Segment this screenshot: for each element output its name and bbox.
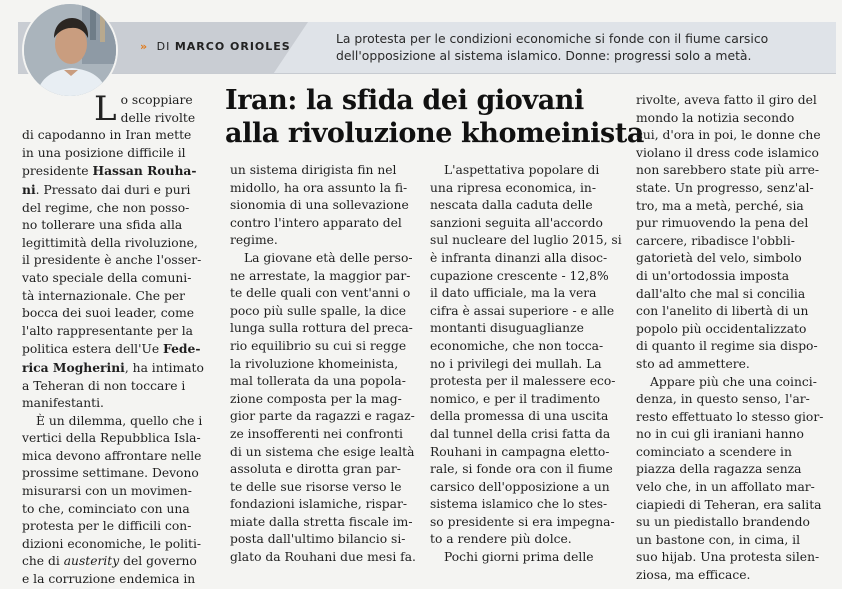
text-line: vato speciale della comuni-: [22, 270, 192, 285]
text-line: una ripresa economica, in-: [430, 180, 596, 195]
text-line: È un dilemma, quello che i: [36, 413, 203, 428]
article-column-1: [22, 89, 218, 589]
text-line: che di austerity del governo: [22, 554, 197, 569]
text-line: gatorietà del velo, simbolo: [636, 251, 802, 266]
text-line: suo hijab. Una protesta silen-: [636, 550, 820, 565]
text-line: no i privilegi dei mullah. La: [430, 356, 602, 371]
text-line: Pochi giorni prima delle: [444, 550, 594, 565]
text-line: rica Mogherini, ha intimato: [22, 359, 204, 375]
text-line: politica estera dell'Ue Fede-: [22, 341, 201, 357]
text-line: e la corruzione endemica in: [22, 572, 196, 587]
chevron-icon: »: [140, 40, 149, 53]
text-line: bocca dei suoi leader, come: [22, 306, 195, 321]
text-line: sistema islamico che lo stes-: [430, 497, 608, 512]
text-line: violano il dress code islamico: [636, 145, 819, 160]
text-line: un sistema dirigista fin nel: [230, 163, 397, 177]
text-line: nomico, e per il tradimento: [430, 391, 601, 406]
text-line: manifestanti.: [22, 396, 104, 411]
text-line: ze insofferenti nei confronti: [230, 426, 403, 441]
text-line: il presidente è anche l'osser-: [22, 253, 202, 268]
text-line: denza, in questo senso, l'ar-: [636, 392, 810, 407]
text-line: no tollerare una sfida alla: [22, 218, 183, 233]
text-line: posta dall'ultimo bilancio si-: [230, 532, 406, 547]
text-line: la rivoluzione khomeinista,: [230, 356, 399, 371]
text-line: sul nucleare del luglio 2015, si: [430, 233, 622, 248]
text-line: è infranta dinanzi alla disoc-: [430, 250, 608, 265]
article-column-2: [230, 162, 425, 567]
text-line: rale, si fonde ora con il fiume: [430, 462, 613, 477]
text-line: tro, ma a metà, perché, sia: [636, 198, 804, 213]
text-line: montanti disuguaglianze: [430, 321, 584, 336]
text-line: to a rendere più dolce.: [430, 532, 572, 547]
text-line: sto ad ammettere.: [636, 356, 750, 371]
text-line: mal tollerata da una popola-: [230, 374, 406, 389]
text-line: fondazioni islamiche, rispar-: [230, 497, 408, 512]
text-line: carsico dell'opposizione a un: [430, 479, 610, 494]
text-line: Appare più che una coinci-: [650, 374, 817, 389]
text-line: del regime, che non posso-: [22, 200, 190, 215]
text-line: vertici della Repubblica Isla-: [22, 431, 201, 446]
text-line: rio equilibrio su cui si regge: [230, 338, 407, 353]
text-line: velo che, in un affollato mar-: [636, 480, 815, 495]
text-line: cifra è assai superiore - e alle: [430, 303, 615, 318]
text-line: nescata dalla caduta delle: [430, 198, 593, 213]
article-header: [18, 22, 836, 74]
text-line: dall'alto che mal si concilia: [636, 286, 806, 301]
text-line: della promessa di una uscita: [430, 409, 609, 424]
text-line: dal tunnel della crisi fatta da: [430, 426, 611, 441]
text-line: di un sistema che esige lealtà: [230, 444, 415, 459]
text-line: zione composta per la mag-: [230, 391, 402, 406]
text-line: non sarebbero state più arre-: [636, 163, 820, 178]
text-line: carcere, ribadisce l'obbli-: [636, 233, 795, 248]
text-line: cominciato a scendere in: [636, 444, 792, 459]
text-line: ne arrestate, la maggior par-: [230, 268, 411, 283]
headline-line: alla rivoluzione khomeinista: [225, 118, 644, 149]
text-line: di capodanno in Iran mette: [22, 128, 192, 143]
text-line: mica devono affrontare nelle: [22, 448, 202, 463]
text-line: un bastone con, in cima, il: [636, 532, 800, 547]
text-line: lunga sulla rottura del preca-: [230, 321, 413, 336]
text-line: L'aspettativa popolare di: [444, 163, 600, 177]
text-line: regime.: [230, 233, 278, 248]
headline: [225, 84, 644, 150]
byline: [140, 40, 291, 53]
text-line: rivolte, aveva fatto il giro del: [636, 93, 817, 107]
text-line: assoluta e dirotta gran par-: [230, 462, 401, 477]
text-line: su un piedistallo brandendo: [636, 515, 810, 530]
text-line: o scoppiare: [120, 93, 193, 107]
text-line: no in cui gli iraniani hanno: [636, 427, 804, 442]
text-line: ziosa, ma efficace.: [636, 568, 751, 583]
text-line: con l'anelito di libertà di un: [636, 304, 809, 319]
text-line: di un'ortodossia imposta: [636, 268, 790, 283]
text-line: tà internazionale. Che per: [22, 288, 186, 303]
text-line: Rouhani in campagna eletto-: [430, 444, 610, 459]
text-line: economiche, che non tocca-: [430, 338, 604, 353]
text-line: in una posizione difficile il: [22, 145, 186, 160]
text-line: cupazione crescente - 12,8%: [430, 268, 609, 283]
headline-line: Iran: la sfida dei giovani: [225, 85, 584, 116]
text-line: di quanto il regime sia dispo-: [636, 339, 818, 354]
text-line: gior parte da ragazzi e ragaz-: [230, 409, 415, 424]
text-line: prossime settimane. Devono: [22, 466, 199, 481]
article-column-3: [430, 162, 626, 567]
text-line: popolo più occidentalizzato: [636, 321, 807, 336]
text-line: delle rivolte: [120, 110, 196, 125]
text-line: ni. Pressato dai duri e puri: [22, 181, 191, 197]
text-line: glato da Rouhani due mesi fa.: [230, 550, 416, 565]
text-line: poco più sulle spalle, la dice: [230, 303, 407, 318]
text-line: legittimità della rivoluzione,: [22, 235, 198, 250]
text-line: protesta per le difficili con-: [22, 519, 192, 534]
text-line: a Teheran di non toccare i: [22, 378, 186, 393]
byline-label: DI: [156, 40, 171, 53]
text-line: midollo, ha ora assunto la fi-: [230, 180, 408, 195]
dropcap: L: [94, 89, 117, 129]
text-line: resto effettuato lo stesso gior-: [636, 409, 824, 424]
text-line: te delle sue risorse verso le: [230, 479, 402, 494]
text-line: l'alto rappresentante per la: [22, 323, 193, 338]
text-line: La giovane età delle perso-: [244, 250, 413, 265]
text-line: il dato ufficiale, ma la vera: [430, 286, 597, 301]
text-line: dizioni economiche, le politi-: [22, 536, 202, 551]
text-line: state. Un progresso, senz'al-: [636, 180, 814, 195]
author-photo-icon: [24, 4, 118, 98]
text-line: presidente Hassan Rouha-: [22, 163, 197, 179]
text-line: mondo la notizia secondo: [636, 110, 795, 125]
text-line: sionomia di una sollevazione: [230, 198, 409, 213]
author-name: MARCO ORIOLES: [174, 40, 291, 53]
text-line: ciapiedi di Teheran, era salita: [636, 497, 822, 512]
article-column-4: [636, 92, 832, 585]
text-line: misurarsi con un movimen-: [22, 484, 192, 499]
text-line: so presidente si era impegna-: [430, 514, 615, 529]
article-summary: La protesta per le condizioni economiche si fonde con il fiume carsico dell'opposizione al sistema islamico. Donne: progressi solo a metà.: [336, 31, 769, 63]
text-line: to che, cominciato con una: [22, 501, 190, 516]
text-line: te delle quali con vent'anni o: [230, 286, 411, 301]
text-line: cui, d'ora in poi, le donne che: [636, 128, 821, 143]
text-line: piazza della ragazza senza: [636, 462, 802, 477]
text-line: miate dalla stretta fiscale im-: [230, 514, 413, 529]
text-line: protesta per il malessere eco-: [430, 374, 616, 389]
text-line: pur rimuovendo la pena del: [636, 216, 809, 231]
text-line: sanzioni seguita all'accordo: [430, 215, 603, 230]
text-line: contro l'intero apparato del: [230, 215, 402, 230]
author-avatar: [22, 2, 118, 98]
